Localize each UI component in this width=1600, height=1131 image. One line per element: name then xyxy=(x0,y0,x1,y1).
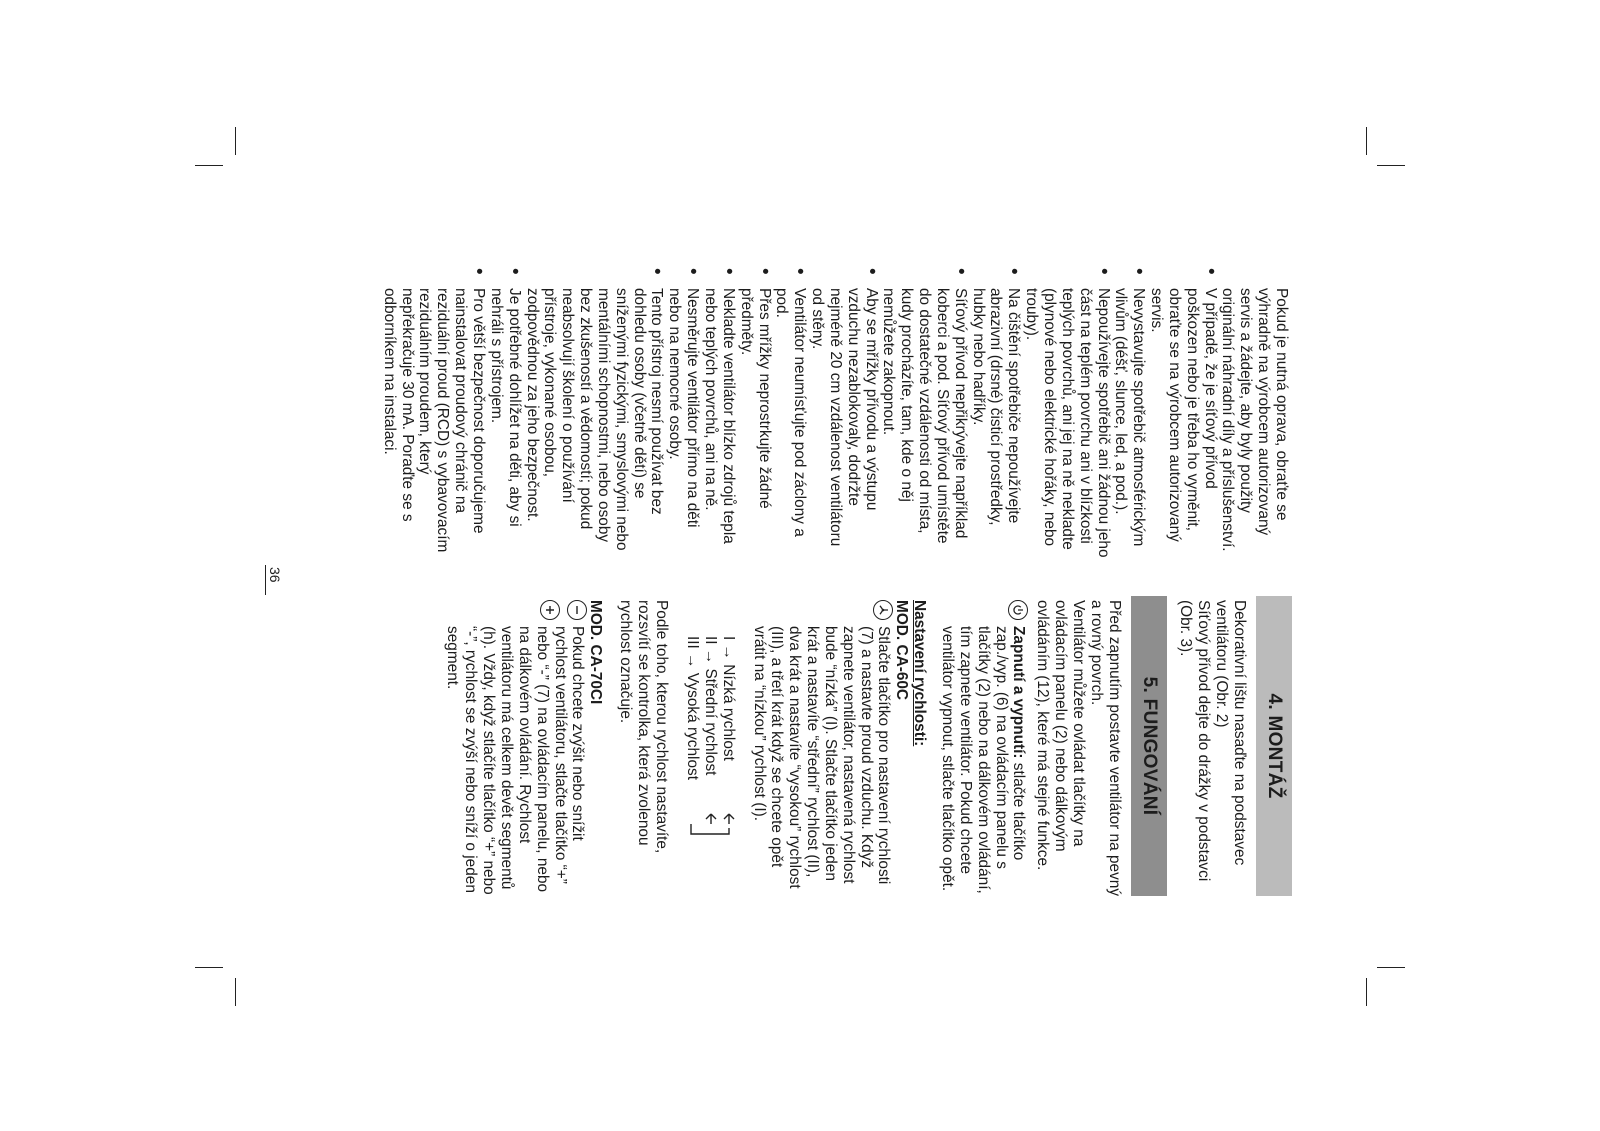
montaz-line: Síťový přívod dejte do drážky v podstavci (Obr. 3). xyxy=(1177,600,1213,882)
list-item: • Aby se mřížky přívodu a výstupu vzduchu nezablokovaly, dodržte nejméně 20 cm vzdálenost ventilátoru od stěny. xyxy=(808,268,879,558)
list-item: • Pro větší bezpečnost doporučujeme nainstalovat proudový chránič na reziduální proud (RCD) s vybavovacím reziduálním proudem, který nepřekračuje 30 mA. Poraďte se s odborníkem na instalaci. xyxy=(380,268,487,558)
page-number: 36 xyxy=(267,567,283,583)
list-item: • Nesměrujte ventilátor přímo na děti nebo na nemocné osoby. xyxy=(665,268,701,558)
list-item: • Tento přístroj nesmí používat bez dohledu osoby (včetně dětí) se sníženými fyzickými, smyslovými nebo mentálními schopnostmi, nebo osoby bez zkušeností a vědomostí; pokud neabsolvují školení o používání přístroje, vykonané osobou, zodpovědnou za jeho bezpečnost. xyxy=(523,268,666,558)
section-heading-fungovani: 5. FUNGOVÁNÍ xyxy=(1131,596,1167,896)
safety-column xyxy=(380,268,1290,558)
montaz-line: Dekorativní lištu nasaďte na podstavec ventilátoru (Obr. 2) xyxy=(1213,600,1248,866)
plus-minus-icons xyxy=(540,600,586,626)
power-text: stlačte tlačítko zap./vyp. (6) na ovládacím panelu s tlačítky (2) nebo na dálkovém ovládání, tím zapnete ventilátor. Pokud chcete ventilátor vypnout, stlačte tlačítko opět. xyxy=(939,626,1028,894)
model-a-heading: MOD. CA-60C xyxy=(893,600,911,701)
list-item: • Síťový přívod nepřikrývejte například koberci a pod. Síťový přívod umístěte do dostatečné vzdálenosti od místa, kudy procházíte, tam, kde o něj nemůžete zakopnout. xyxy=(880,268,969,558)
speed-note: Podle toho, kterou rychlost nastavíte, rozsvítí se kontrolka, která zvolenou rychlost označuje. xyxy=(617,600,670,854)
power-label: Zapnutí a vypnutí: xyxy=(1010,626,1028,759)
crop-mark xyxy=(1377,967,1405,968)
speed-item: III → Vysoká rychlost xyxy=(683,636,701,780)
crop-mark xyxy=(235,978,236,1006)
crop-mark xyxy=(1366,978,1367,1006)
section-heading-montaz: 4. MONTÁŽ xyxy=(1256,596,1292,896)
fan-icon xyxy=(874,600,894,620)
crop-mark xyxy=(1377,165,1405,166)
list-item: • Nekladte ventilátor blízko zdrojů tepla nebo teplých povrchů, ani na ně. xyxy=(701,268,737,558)
list-item: • Přes mřížky neprostrkujte žádné předměty. xyxy=(737,268,773,558)
power-instruction xyxy=(938,600,1027,896)
list-item: • Ventilátor neumísťujte pod záclony a pod. xyxy=(773,268,809,558)
model-b-heading: MOD. CA-70CI xyxy=(587,600,605,705)
speed-heading: Nastavení rychlosti: xyxy=(911,600,929,747)
model-a-text: Stlačte tlačítko pro nastavení rychlosti (7) a nastavte proud vzduchu. Když zapnete ventilátor, nastavená rychlost bude “nízká” (I). Stlačte tlačítko jeden krát a nastavíte “střední” rychlost (II), dva krát a nastavíte “vysokou” rychlost (III), a třetí krát když se chcete opět vrátit na “nízkou” rychlost (I). xyxy=(750,626,893,889)
minus-icon xyxy=(567,600,587,620)
crop-mark xyxy=(195,165,223,166)
power-icon xyxy=(1008,600,1028,620)
speed-legend xyxy=(682,636,738,896)
model-b-text: Pokud chcete zvýšit nebo snížit rychlost ventilátoru, stlačte tlačítko “+” nebo “-” (7) na ovládacím panelu, nebo na dálkovém ovládání. Rychlost ventilátoru má celkem devět segmentů (h). Vždy, když stlačíte tlačítko “+” nebo “-”, rychlost se zvýší nebo sníží o jeden segment. xyxy=(444,626,587,895)
placement-text: Před zapnutím postavte ventilátor na pevný a rovný povrch. xyxy=(1087,600,1123,897)
power-paragraph xyxy=(938,626,1027,896)
speed-item: I → Nízká rychlost xyxy=(719,636,737,761)
crop-mark xyxy=(1366,127,1367,155)
list-item: • Nevystavujte spotřebič atmosférickým vlivům (déšť, slunce, led, a pod.). xyxy=(1112,268,1148,558)
page-number-rule xyxy=(265,565,266,595)
remote-text: Ventilátor můžete ovládat tlačítky na ovládacím panelu (2) nebo dálkovým ovládáním (12), které má stejné funkce. xyxy=(1034,600,1087,871)
operation-column xyxy=(444,596,1292,896)
repair-note: Pokud je nutná oprava, obraťte se výhradně na výrobcem autorizovaný servis a žádejte, aby byly použity originální náhradní díly a příslušenství. xyxy=(1219,288,1290,552)
speed-list xyxy=(683,636,737,780)
list-item: • Je potřebné dohlížet na děti, aby si nehráli s přístrojem. xyxy=(487,268,523,558)
speed-item: II → Střední rychlost xyxy=(701,636,719,776)
safety-list xyxy=(380,268,1219,558)
cycle-arrow-icon xyxy=(682,810,738,840)
page-number-block xyxy=(265,565,283,595)
crop-mark xyxy=(195,967,223,968)
list-item: • Na čištění spotřebiče nepoužívejte abrazivní (drsné) čisticí prostředky, hubky nebo hadříky. xyxy=(969,268,1023,558)
list-item: • V případě, že je síťový přívod poškozen nebo je třeba ho vyměnit, obraťte se na výrobcem autorizovaný servis. xyxy=(1147,268,1218,558)
crop-mark xyxy=(235,127,236,155)
model-a-instruction xyxy=(750,600,893,896)
montaz-body xyxy=(1177,596,1256,896)
model-b-instruction xyxy=(444,600,587,896)
list-item: • Nepoužívejte spotřebič ani žádnou jeho část na teplém povrchu ani v blízkosti teplých povrchů, ani jej na ně nekladte (plynové nebo elektrické hořáky, nebo trouby). xyxy=(1022,268,1111,558)
fungovani-body xyxy=(444,596,1131,896)
plus-icon xyxy=(540,600,560,620)
